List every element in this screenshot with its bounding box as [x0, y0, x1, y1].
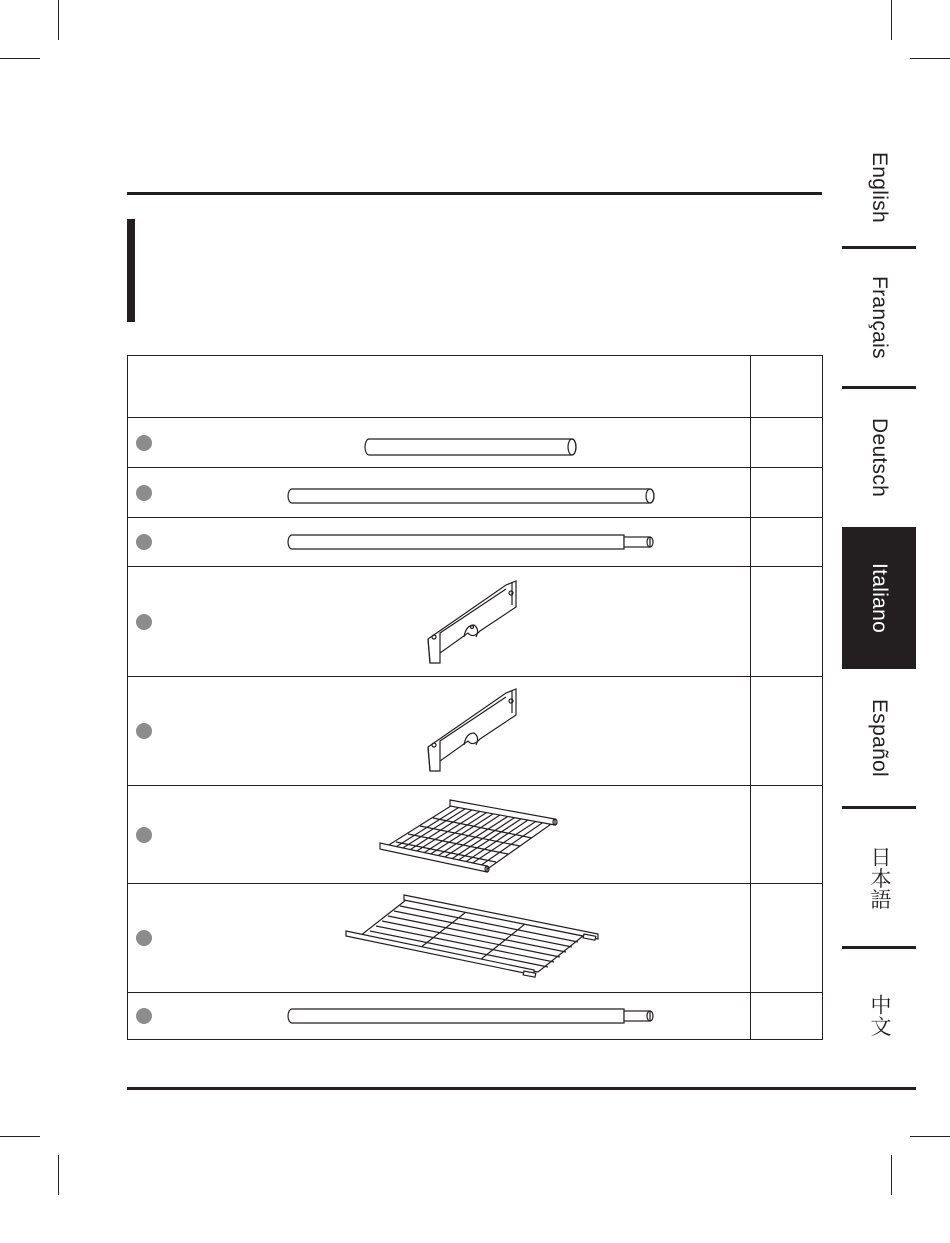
small-wire-shelf-illustration [128, 786, 748, 884]
table-row [128, 566, 822, 676]
table-row [128, 467, 822, 517]
tab-label: Français [868, 276, 891, 359]
short-pole-illustration [128, 418, 748, 468]
crop-mark [891, 1155, 892, 1195]
crop-mark [910, 58, 950, 59]
crop-mark [58, 1155, 59, 1195]
table-row [128, 676, 822, 785]
tab-label: 中文 [868, 993, 891, 1037]
footer-rule [127, 1087, 916, 1090]
tab-chinese[interactable] [842, 949, 916, 1081]
crop-mark [58, 0, 59, 40]
table-row [128, 785, 822, 883]
tab-deutsch[interactable] [842, 389, 916, 527]
crop-mark [891, 0, 892, 40]
table-header-row [128, 356, 822, 417]
tab-label: Deutsch [868, 418, 891, 498]
tab-italiano[interactable] [842, 527, 916, 669]
shelf-bracket-illustration [128, 567, 748, 677]
large-wire-shelf-illustration [128, 884, 748, 993]
crop-mark [0, 58, 40, 59]
tab-japanese[interactable] [842, 809, 916, 946]
section-heading-bar [127, 219, 135, 322]
table-row [128, 417, 822, 467]
tab-label: English [868, 151, 891, 223]
table-row [128, 883, 822, 992]
tab-english[interactable] [842, 128, 916, 246]
shelf-bracket-illustration [128, 677, 748, 786]
header-rule [127, 192, 822, 195]
parts-table [127, 355, 823, 1040]
language-tabs [842, 108, 916, 1058]
table-row [128, 992, 822, 1039]
crop-mark [0, 1136, 40, 1137]
tab-label: Español [868, 698, 891, 777]
connector-pole-illustration [128, 518, 748, 567]
connector-pole-illustration [128, 993, 748, 1040]
tab-espanol[interactable] [842, 669, 916, 806]
tab-francais[interactable] [842, 249, 916, 386]
tab-label: 日本語 [868, 845, 891, 910]
tab-label: Italiano [868, 562, 891, 634]
table-row [128, 517, 822, 566]
long-pole-illustration [128, 468, 748, 518]
crop-mark [910, 1136, 950, 1137]
